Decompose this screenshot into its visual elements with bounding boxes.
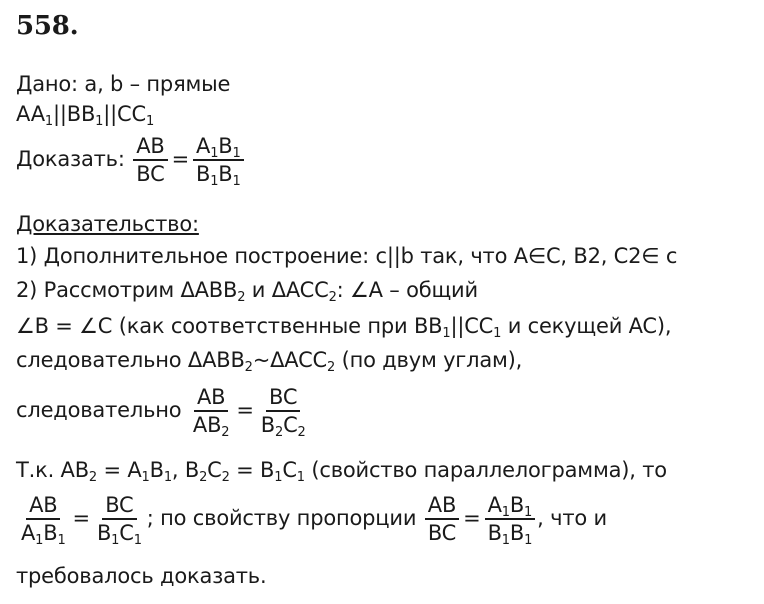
proof-heading: Доказательство:	[16, 212, 199, 236]
proof-step-6: Т.к. $AB_2 = A_1B_1$, $B_2C_2 = B_1C_1$ (свойство параллелограмма), то	[16, 458, 667, 485]
prove-label: Доказать:	[16, 147, 125, 171]
fraction-ab-bc: $\frac{AB}{BC}$	[133, 133, 167, 187]
problem-number: 558.	[16, 11, 79, 41]
proof-step-3: ∠B = ∠C (как соответственные при $BB_1||CC_1$ и секущей AC),	[16, 314, 672, 341]
fraction-a1b1-b1b1: $\frac{A_1B_1}{B_1B_1}$	[193, 133, 244, 187]
fraction-ab-ab2: $\frac{AB}{AB_2}$	[192, 385, 230, 440]
fraction-ab-a1b1: $\frac{AB}{A_1B_1}$	[21, 493, 66, 548]
given-line: Дано: a, b – прямые	[16, 72, 231, 96]
given-parallel-line: $AA_1||BB_1||CC_1$	[16, 102, 155, 129]
proof-step-5: следовательно $\frac{AB}{AB_2}$ = $\frac{BC}{B_2C_2}$	[16, 384, 311, 438]
fraction-bc-b2c2: $\frac{BC}{B_2C_2}$	[260, 385, 306, 440]
fraction-bc-b1c1: $\frac{BC}{B_1C_1}$	[96, 493, 142, 548]
proof-conclusion: требовалось доказать.	[16, 564, 267, 588]
prove-line: Доказать: $\frac{AB}{BC}$ = $\frac{A_1B_1}{B_1B_1}$	[16, 133, 246, 187]
fraction-ab-bc-final: $\frac{AB}{BC}$	[425, 492, 459, 546]
proof-step-2: 2) Рассмотрим $\Delta ABB_2$ и $\Delta ACC_2$: ∠A – общий	[16, 278, 478, 305]
proof-step-7: $\frac{AB}{A_1B_1}$ = $\frac{BC}{B_1C_1}$ ; по свойству пропорции $\frac{AB}{BC}$ = $\frac{A_1B_1}{B_1B_1}$ , что и	[16, 492, 607, 546]
fraction-a1b1-b1b1-final: $\frac{A_1B_1}{B_1B_1}$	[485, 492, 536, 546]
proof-step-1: 1) Дополнительное построение: c||b так, что A∈C, B2, C2∈ c	[16, 244, 678, 268]
proof-step-4: следовательно $\Delta ABB_2\sim\Delta ACC_2$ (по двум углам),	[16, 348, 523, 375]
